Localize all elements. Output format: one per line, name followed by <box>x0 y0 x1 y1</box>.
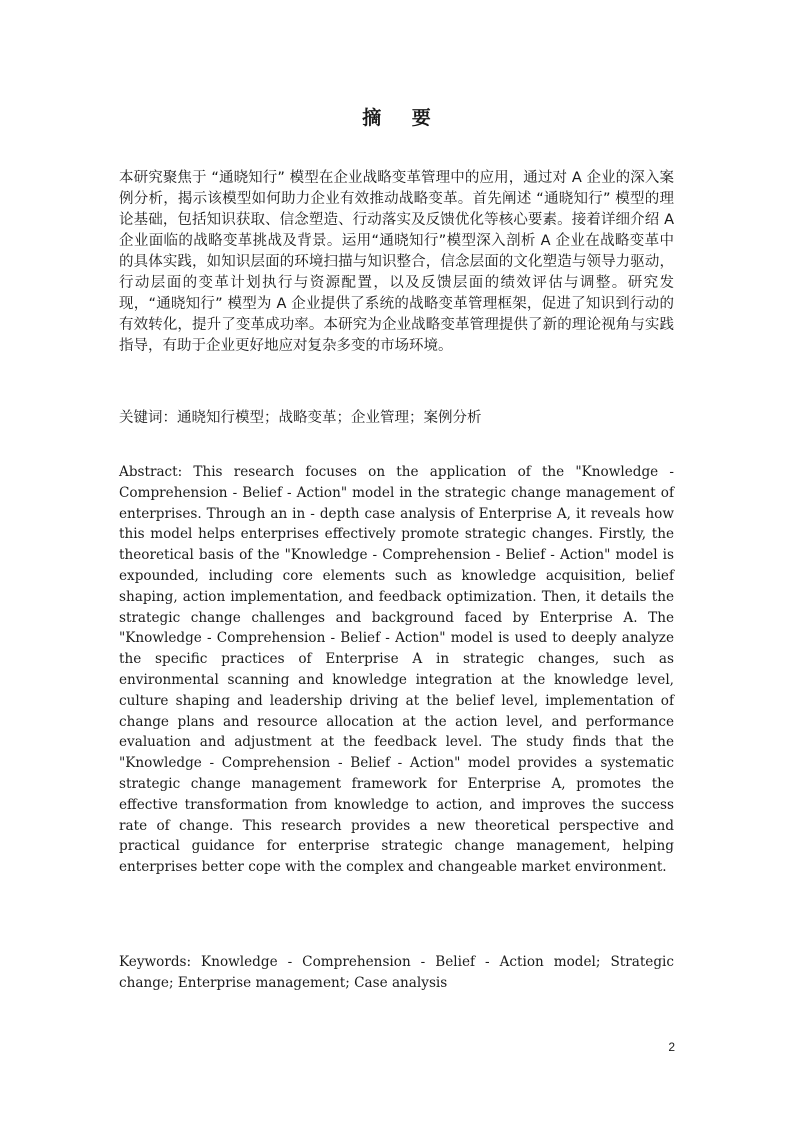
chinese-abstract: 本研究聚焦于 “通晓知行” 模型在企业战略变革管理中的应用，通过对 A 企业的深入案例分析，揭示该模型如何助力企业有效推动战略变革。首先阐述 “通晓知行” 模型的理论基础，包括知识获取、信念塑造、行动落实及反馈优化等核心要素。接着详细介绍 A 企业面临的战略变革挑战及背景。运用“通晓知行”模型深入剖析 A 企业在战略变革中的具体实践，如知识层面的环境扫描与知识整合，信念层面的文化塑造与领导力驱动，行动层面的变革计划执行与资源配置，以及反馈层面的绩效评估与调整。研究发现，“通晓知行” 模型为 A 企业提供了系统的战略变革管理框架，促进了知识到行动的有效转化，提升了变革成功率。本研究为企业战略变革管理提供了新的理论视角与实践指导，有助于企业更好地应对复杂多变的市场环境。 <box>119 170 674 354</box>
chinese-keywords: 关键词：通晓知行模型；战略变革；企业管理；案例分析 <box>119 410 482 426</box>
page-title: 摘 要 <box>362 107 443 129</box>
english-keywords: Keywords: Knowledge - Comprehension - Belief - Action model; Strategic change; Enterprise management; Case analysis <box>119 954 674 991</box>
english-abstract: Abstract: This research focuses on the application of the "Knowledge - Comprehension - Belief - Action" model in the strategic change management of enterprises. Through an in - depth case analysis of Enterprise A, it reveals how this model helps enterprises effectively promote strategic changes. Firstly, the theoretical basis of the "Knowledge - Comprehension - Belief - Action" model is expounded, including core elements such as knowledge acquisition, belief shaping, action implementation, and feedback optimization. Then, it details the strategic change challenges and background faced by Enterprise A. The "Knowledge - Comprehension - Belief - Action" model is used to deeply analyze the specific practices of Enterprise A in strategic changes, such as environmental scanning and knowledge integration at the knowledge level, culture shaping and leadership driving at the belief level, implementation of change plans and resource allocation at the action level, and performance evaluation and adjustment at the feedback level. The study finds that the "Knowledge - Comprehension - Belief - Action" model provides a systematic strategic change management framework for Enterprise A, promotes the effective transformation from knowledge to action, and improves the success rate of change. This research provides a new theoretical perspective and practical guidance for enterprise strategic change management, helping enterprises better cope with the complex and changeable market environment. <box>119 464 674 876</box>
page-number: 2 <box>668 1040 675 1054</box>
